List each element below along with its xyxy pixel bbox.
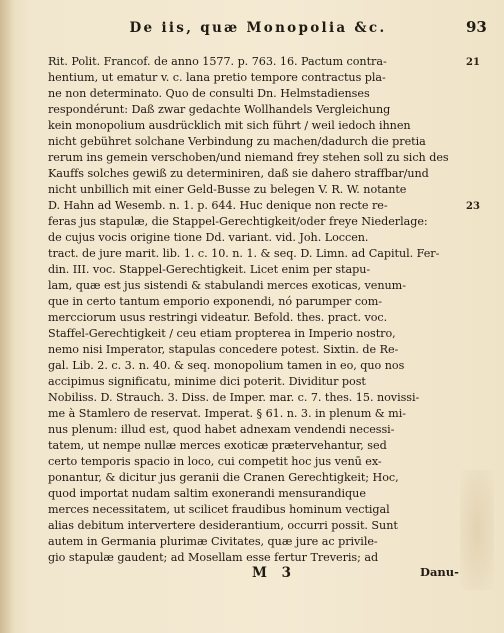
text-line: ponantur, & dicitur jus geranii die Cranen Gerechtigkeit; Hoc, <box>48 471 399 484</box>
gutter-shadow <box>0 0 14 633</box>
text-line: din. III. voc. Stappel-Gerechtigkeit. Licet enim per stapu- <box>48 263 371 276</box>
text-line: gio stapulæ gaudent; ad Mosellam esse fertur Treveris; ad <box>48 551 379 564</box>
text-line: nemo nisi Imperator, stapulas concedere potest. Sixtin. de Re- <box>48 343 399 356</box>
text-line: tatem, ut nempe nullæ merces exoticæ prætervehantur, sed <box>48 439 387 452</box>
text-line: respondérunt: Daß zwar gedachte Wollhandels Vergleichung <box>48 103 391 116</box>
text-line: nicht gebühret solchane Verbindung zu machen/dadurch die pretia <box>48 135 426 148</box>
page-header <box>0 16 504 44</box>
running-head: De iis, quæ Monopolia &c. <box>129 20 387 36</box>
text-line: mercciorum usus restringi videatur. Befold. thes. pract. voc. <box>48 311 388 324</box>
text-line: tract. de jure marit. lib. 1. c. 10. n. 1. & seq. D. Limn. ad Capitul. Fer- <box>48 247 440 260</box>
body-text <box>48 54 456 566</box>
page-number: 93 <box>466 18 487 36</box>
text-line: rerum ins gemein verschoben/und niemand frey stehen soll zu sich des <box>48 151 449 164</box>
text-line: que in certo tantum emporio exponendi, nó parumper com- <box>48 295 383 308</box>
text-line: lam, quæ est jus sistendi & stabulandi merces exoticas, venum- <box>48 279 406 292</box>
text-line: feras jus stapulæ, die Stappel-Gerechtigkeit/oder freye Niederlage: <box>48 215 428 228</box>
text-line: Staffel-Gerechtigkeit / ceu etiam propterea in Imperio nostro, <box>48 327 396 340</box>
signature-mark: M 3 <box>252 565 297 581</box>
text-line: Rit. Polit. Francof. de anno 1577. p. 763. 16. Pactum contra- <box>48 55 387 68</box>
page-footer <box>0 563 504 587</box>
text-line: kein monopolium ausdrücklich mit sich führt / weil iedoch ihnen <box>48 119 411 132</box>
text-line: de cujus vocis origine tione Dd. variant. vid. Joh. Loccen. <box>48 231 369 244</box>
text-line: Kauffs solches gewiß zu determiniren, daß sie dahero straffbar/und <box>48 167 429 180</box>
text-line: me à Stamlero de reservat. Imperat. § 61. n. 3. in plenum & mi- <box>48 407 406 420</box>
margin-note: 21 <box>466 57 480 68</box>
text-line: merces necessitatem, ut scilicet fraudibus hominum vectigal <box>48 503 390 516</box>
text-line: quod importat nudam saltim exonerandi mensurandique <box>48 487 366 500</box>
text-line: D. Hahn ad Wesemb. n. 1. p. 644. Huc denique non recte re- <box>48 199 388 212</box>
catchword: Danu- <box>420 565 459 579</box>
text-line: certo temporis spacio in loco, cui competit hoc jus venū ex- <box>48 455 382 468</box>
text-line: gal. Lib. 2. c. 3. n. 40. & seq. monopolium tamen in eo, quo nos <box>48 359 405 372</box>
margin-note: 23 <box>466 201 480 212</box>
text-line: nicht unbillich mit einer Geld-Busse zu belegen V. R. W. notante <box>48 183 407 196</box>
text-line: alias debitum intervertere desiderantium, occurri possit. Sunt <box>48 519 398 532</box>
text-line: autem in Germania plurimæ Civitates, quæ jure ac privile- <box>48 535 378 548</box>
text-line: ne non determinato. Quo de consulti Dn. Helmstadienses <box>48 87 370 100</box>
text-line: nus plenum: illud est, quod habet adnexam vendendi necessi- <box>48 423 395 436</box>
text-line: hentium, ut ematur v. c. lana pretio tempore contractus pla- <box>48 71 386 84</box>
text-line: accipimus significatu, minime dici poterit. Dividitur post <box>48 375 366 388</box>
text-line: Nobiliss. D. Strauch. 3. Diss. de Imper. mar. c. 7. thes. 15. novissi- <box>48 391 420 404</box>
